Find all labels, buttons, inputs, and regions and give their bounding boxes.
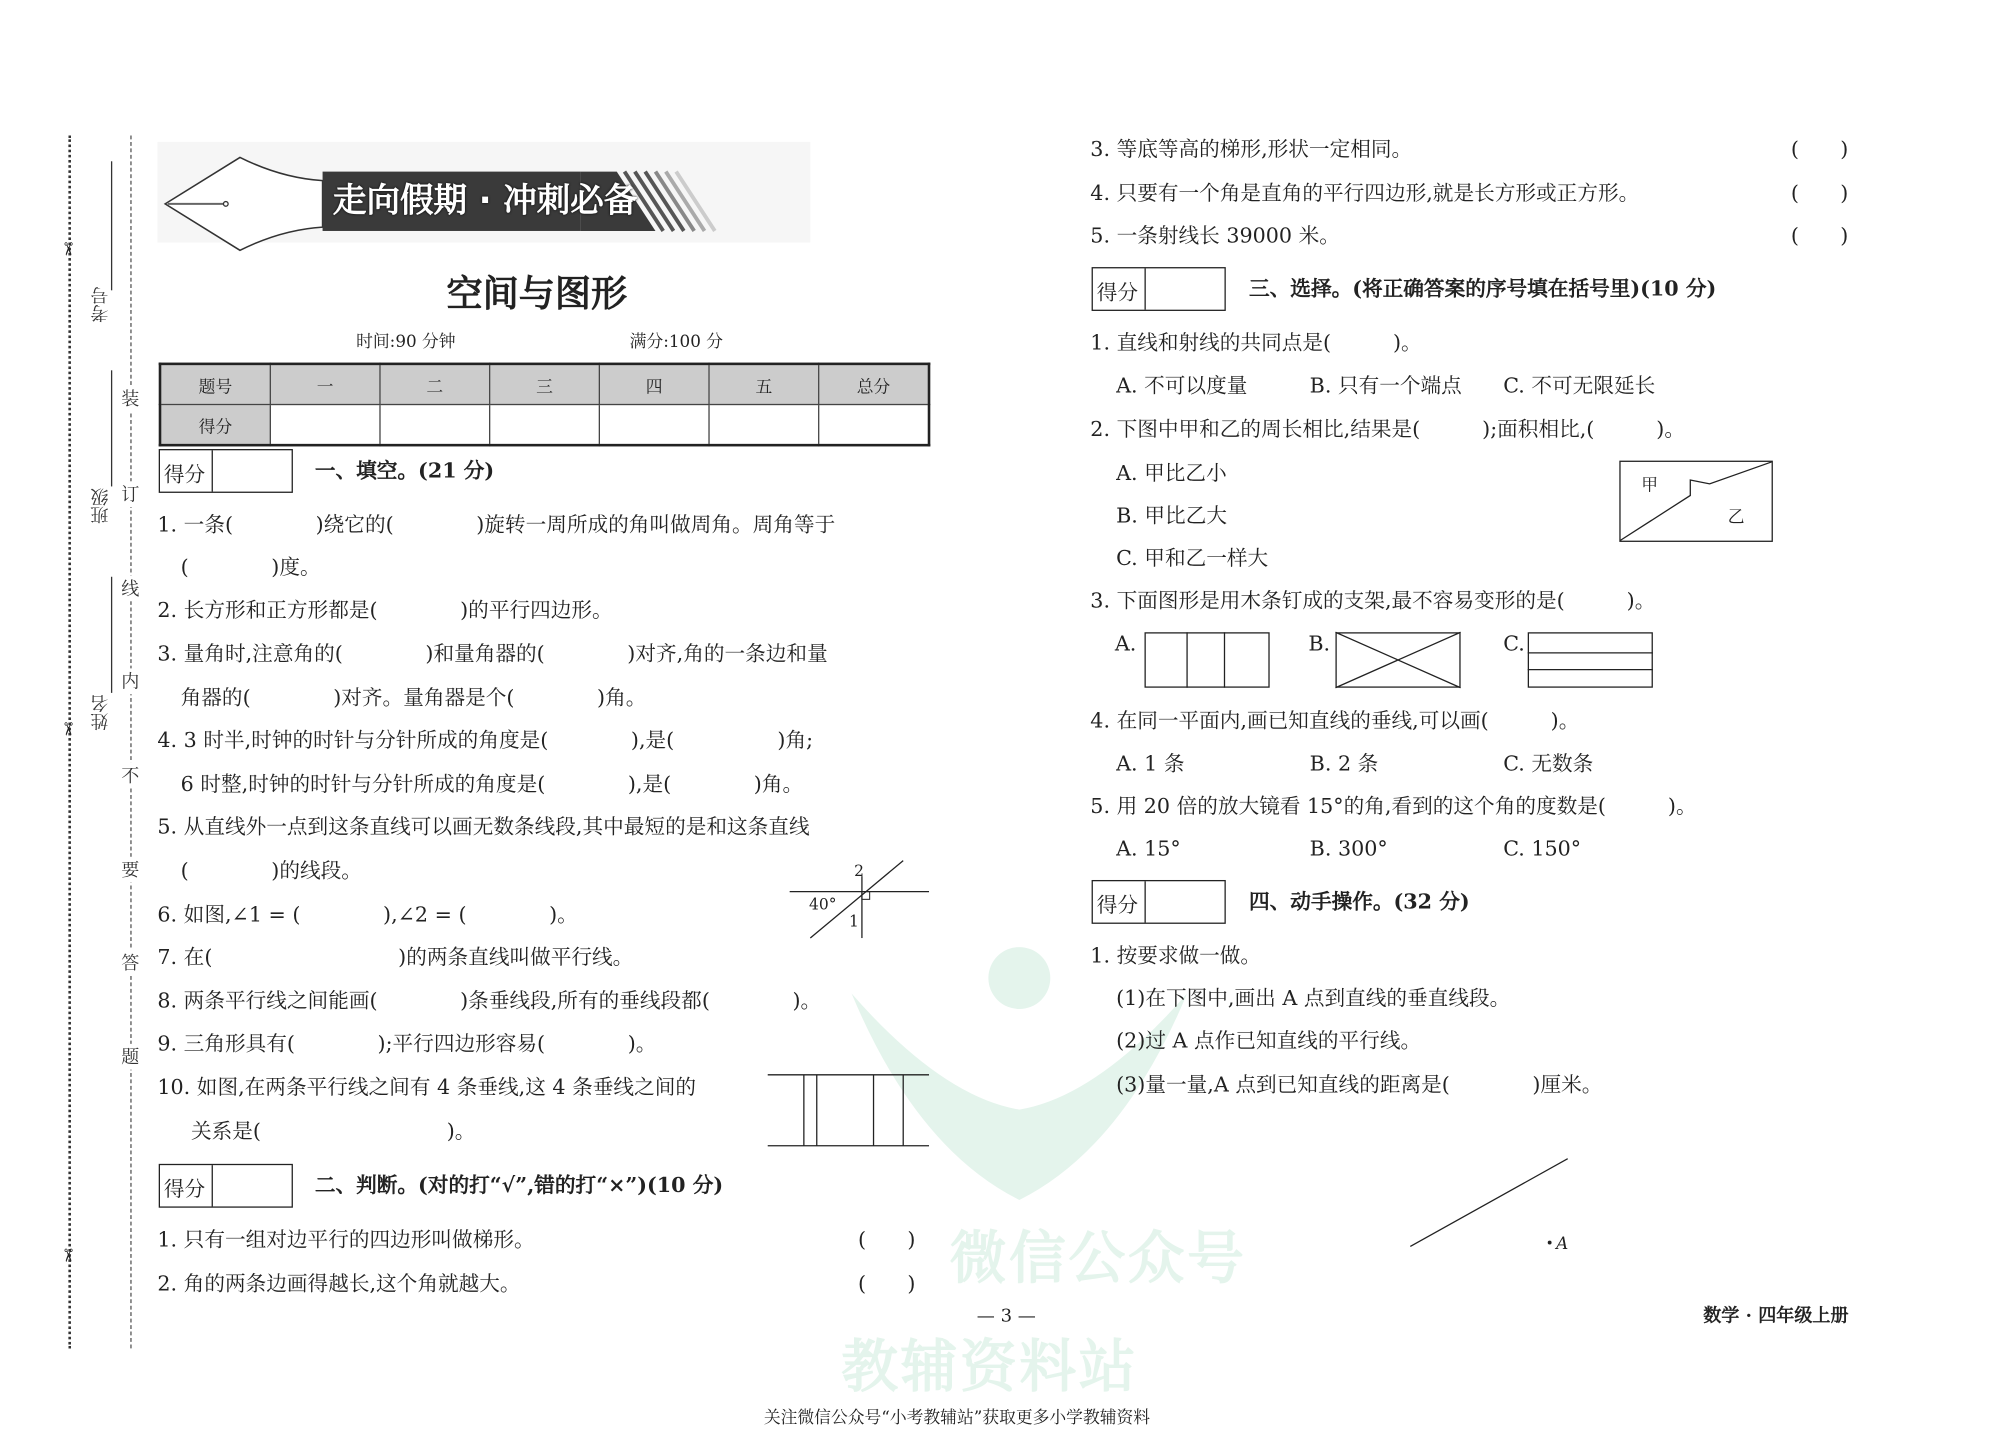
scissors-icon: ✂ <box>56 721 78 737</box>
option[interactable]: C. 甲和乙一样大 <box>1116 545 1269 571</box>
angle-label: 2 <box>854 861 865 880</box>
score-cell[interactable] <box>819 405 929 446</box>
option[interactable]: B. 300° <box>1309 836 1388 861</box>
answer-paren[interactable]: ( ) <box>858 1270 916 1296</box>
question-line: 7. 在( )的两条直线叫做平行线。 <box>157 944 634 970</box>
score-table <box>159 363 931 447</box>
point-label: A <box>1556 1234 1569 1255</box>
region-label: 乙 <box>1727 508 1745 528</box>
section-heading: 一、填空。(21 分) <box>314 458 495 483</box>
question-line: 1. 按要求做一做。 <box>1090 943 1262 968</box>
scissors-icon: ✂ <box>56 241 78 257</box>
header-cell: 四 <box>599 364 709 405</box>
margin-char: 装 <box>121 386 139 412</box>
question-line: (2)过 A 点作已知直线的平行线。 <box>1116 1028 1422 1053</box>
option[interactable]: B. <box>1308 630 1331 656</box>
question-line: 4. 在同一平面内,画已知直线的垂线,可以画( )。 <box>1090 708 1580 733</box>
frame-a-figure <box>1144 632 1270 689</box>
answer-paren[interactable]: ( ) <box>858 1227 916 1252</box>
question-line: (3)量一量,A 点到已知直线的距离是( )厘米。 <box>1116 1072 1603 1097</box>
margin-char: 要 <box>121 857 139 883</box>
angle-label: 1 <box>849 912 859 931</box>
section-heading: 三、选择。(将正确答案的序号填在括号里)(10 分) <box>1249 276 1717 301</box>
header-cell: 总分 <box>819 364 929 405</box>
judge-item: 1. 只有一组对边平行的四边形叫做梯形。 <box>157 1227 535 1252</box>
scissors-icon: ✂ <box>56 1247 78 1264</box>
question-line: 10. 如图,在两条平行线之间有 4 条垂线,这 4 条垂线之间的 <box>157 1074 697 1100</box>
option[interactable]: A. <box>1114 630 1137 656</box>
class-line[interactable] <box>111 370 112 486</box>
header-cell: 五 <box>709 364 819 405</box>
question-line: (1)在下图中,画出 A 点到直线的垂直线段。 <box>1116 985 1511 1011</box>
question-line: 1. 直线和射线的共同点是( )。 <box>1090 330 1422 355</box>
time-limit: 时间:90 分钟 <box>356 332 456 353</box>
question-line: 6. 如图,∠1 = ( ),∠2 = ( )。 <box>157 901 578 927</box>
question-line: 3. 下面图形是用木条钉成的支架,最不容易变形的是( )。 <box>1090 588 1656 613</box>
question-line: 2. 长方形和正方形都是( )的平行四边形。 <box>157 597 613 622</box>
question-line: 9. 三角形具有( );平行四边形容易( )。 <box>157 1030 657 1056</box>
margin-char: 答 <box>121 950 139 976</box>
question-line: 4. 3 时半,时钟的时针与分针所成的角度是( ),是( )角; <box>157 727 814 753</box>
question-line: 3. 量角时,注意角的( )和量角器的( )对齐,角的一条边和量 <box>157 641 828 666</box>
class-label: 班级 <box>90 487 111 524</box>
margin-char: 订 <box>121 481 139 507</box>
judge-item: 4. 只要有一个角是直角的平行四边形,就是长方形或正方形。 <box>1090 180 1640 206</box>
question-line: 关系是( )。 <box>190 1118 476 1144</box>
judge-item: 3. 等底等高的梯形,形状一定相同。 <box>1090 136 1413 162</box>
margin-char: 不 <box>121 763 139 789</box>
binding-line <box>130 135 131 1348</box>
option[interactable]: C. <box>1503 630 1525 656</box>
section-score-box[interactable] <box>1092 267 1226 311</box>
section-heading: 四、动手操作。(32 分) <box>1249 889 1470 914</box>
score-cell[interactable] <box>380 405 490 446</box>
section-score-box[interactable] <box>159 449 293 493</box>
option[interactable]: B. 甲比乙大 <box>1116 503 1227 528</box>
watermark-text: 教辅资料站 <box>841 1334 1139 1400</box>
angle-label: 40° <box>809 895 837 914</box>
margin-char: 题 <box>121 1044 139 1070</box>
section-score-box[interactable] <box>1092 880 1226 924</box>
option[interactable]: A. 不可以度量 <box>1116 372 1248 398</box>
option[interactable]: C. 不可无限延长 <box>1503 372 1656 398</box>
judge-item: 2. 角的两条边画得越长,这个角就越大。 <box>157 1270 521 1296</box>
margin-char: 内 <box>121 668 139 694</box>
answer-paren[interactable]: ( ) <box>1790 223 1849 248</box>
question-line: 1. 一条( )绕它的( )旋转一周所成的角叫做周角。周角等于 <box>157 512 836 537</box>
question-line: ( )度。 <box>180 554 321 580</box>
score-cell[interactable] <box>709 405 819 446</box>
frame-b-figure <box>1335 632 1461 689</box>
score-cell[interactable] <box>490 405 600 446</box>
option[interactable]: C. 150° <box>1503 836 1582 861</box>
question-line: 8. 两条平行线之间能画( )条垂线段,所有的垂线段都( )。 <box>157 988 822 1013</box>
region-label: 甲 <box>1641 476 1659 496</box>
question-line: 2. 下图中甲和乙的周长相比,结果是( );面积相比,( )。 <box>1090 416 1685 442</box>
answer-paren[interactable]: ( ) <box>1790 136 1849 162</box>
score-label: 得分 <box>163 1176 206 1202</box>
section-score-box[interactable] <box>159 1164 293 1208</box>
name-label: 姓名 <box>90 694 111 731</box>
name-line[interactable] <box>111 577 112 693</box>
margin-char: 线 <box>121 575 139 601</box>
question-line: ( )的线段。 <box>180 858 362 883</box>
page-title: 空间与图形 <box>446 272 628 315</box>
header-cell: 题号 <box>160 364 270 405</box>
banner-title: 走向假期 · 冲刺必备 <box>332 181 638 221</box>
row-label: 得分 <box>160 405 270 446</box>
option[interactable]: C. 无数条 <box>1503 750 1594 776</box>
score-cell[interactable] <box>270 405 380 446</box>
header-cell: 一 <box>270 364 380 405</box>
section-heading: 二、判断。(对的打“√”,错的打“×”)(10 分) <box>314 1172 724 1198</box>
question-line: 5. 从直线外一点到这条直线可以画无数条线段,其中最短的是和这条直线 <box>157 814 810 839</box>
score-label: 得分 <box>1096 279 1139 305</box>
exam-no-label: 考号 <box>90 286 111 323</box>
divider <box>212 450 213 491</box>
divider <box>212 1165 213 1206</box>
divider <box>1144 268 1145 309</box>
exam-no-line[interactable] <box>111 161 112 290</box>
question-line: 6 时整,时钟的时针与分针所成的角度是( ),是( )角。 <box>180 771 804 797</box>
option[interactable]: A. 15° <box>1116 836 1181 861</box>
page-number: — 3 — <box>976 1305 1036 1327</box>
score-label: 得分 <box>1096 892 1139 918</box>
parallel-lines-figure <box>768 1074 931 1149</box>
header-cell: 三 <box>490 364 600 405</box>
book-title: 数学 · 四年级上册 <box>1703 1305 1849 1327</box>
watermark-text: 微信公众号 <box>949 1225 1247 1292</box>
header-cell: 二 <box>380 364 490 405</box>
score-label: 得分 <box>163 461 206 487</box>
score-cell[interactable] <box>599 405 709 446</box>
question-line: 5. 用 20 倍的放大镜看 15°的角,看到的这个角的度数是( )。 <box>1090 793 1697 819</box>
cut-line <box>68 135 71 1348</box>
answer-paren[interactable]: ( ) <box>1790 180 1849 206</box>
option[interactable]: B. 只有一个端点 <box>1309 372 1462 398</box>
footer-note: 关注微信公众号“小考教辅站”获取更多小学教辅资料 <box>763 1409 1151 1429</box>
divider <box>1144 881 1145 922</box>
frame-c-figure <box>1528 632 1654 689</box>
option[interactable]: B. 2 条 <box>1309 750 1379 776</box>
option[interactable]: A. 甲比乙小 <box>1116 460 1227 486</box>
judge-item: 5. 一条射线长 39000 米。 <box>1090 223 1340 248</box>
question-line: 角器的( )对齐。量角器是个( )角。 <box>180 685 647 710</box>
full-score: 满分:100 分 <box>629 332 723 353</box>
option[interactable]: A. 1 条 <box>1116 750 1185 776</box>
